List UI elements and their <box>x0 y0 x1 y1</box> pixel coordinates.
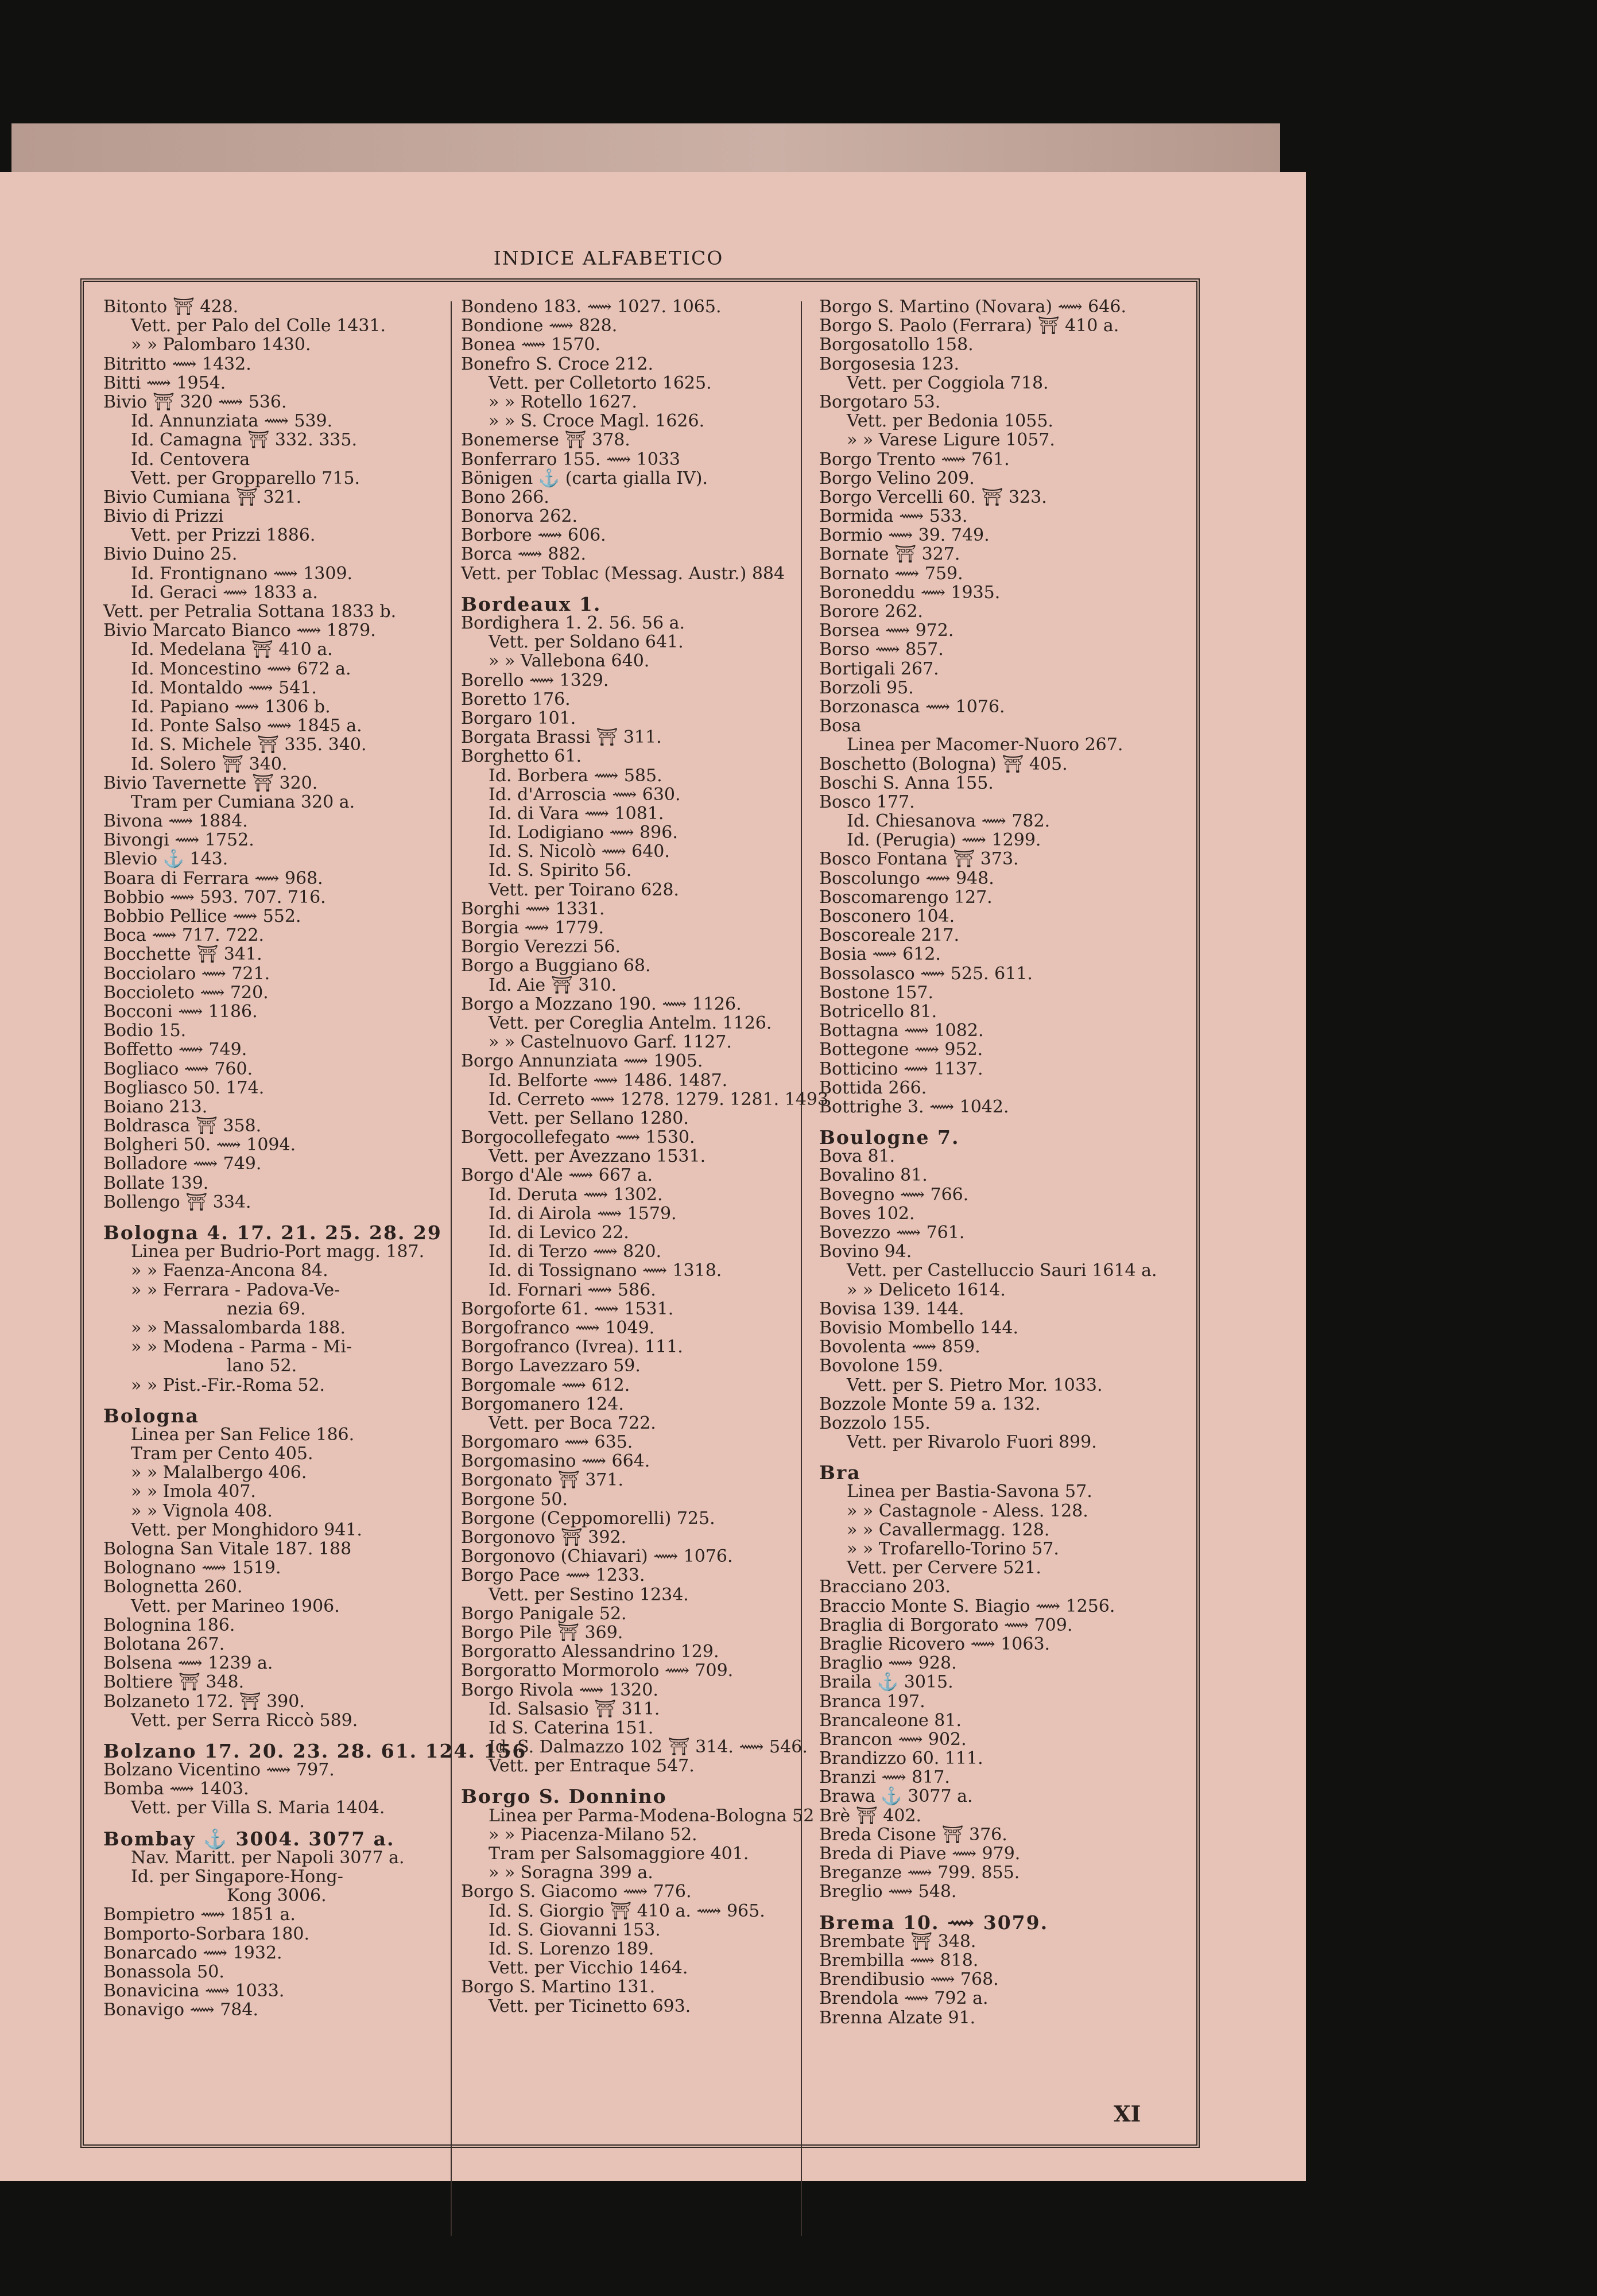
index-entry: Bovolone 159. <box>819 1356 944 1376</box>
index-entry: Bondione ⟿ 828. <box>461 316 618 336</box>
index-entry: Bocciolaro ⟿ 721. <box>103 963 270 984</box>
index-entry: Borgo a Buggiano 68. <box>461 956 651 976</box>
index-entry: Id. Geraci ⟿ 1833 a. <box>131 582 318 603</box>
index-entry: Bivio ⛩ 320 ⟿ 536. <box>103 391 287 412</box>
index-entry: Brembilla ⟿ 818. <box>819 1950 979 1971</box>
index-entry: Vett. per Gropparello 715. <box>131 468 361 488</box>
index-entry: Bornate ⛩ 327. <box>819 544 960 565</box>
index-entry: Id. S. Giovanni 153. <box>489 1919 661 1940</box>
index-entry: Vett. per Toirano 628. <box>489 879 679 900</box>
index-entry: Bovolenta ⟿ 859. <box>819 1337 980 1358</box>
index-entry: Bonefro S. Croce 212. <box>461 354 654 374</box>
index-entry: lano 52. <box>227 1356 297 1376</box>
index-entry: Breda Cisone ⛩ 376. <box>819 1824 1007 1845</box>
index-entry: Vett. per Sestino 1234. <box>489 1584 689 1605</box>
index-entry: Borgosesia 123. <box>819 354 960 374</box>
index-page <box>0 172 1306 2181</box>
index-entry: » » Soragna 399 a. <box>489 1863 653 1883</box>
index-heading: Brema 10. ⟿ 3079. <box>819 1911 1049 1934</box>
index-heading: Bombay ⚓ 3004. 3077 a. <box>103 1827 395 1850</box>
index-entry: Boffetto ⟿ 749. <box>103 1040 247 1060</box>
index-entry: Borore 262. <box>819 602 923 622</box>
index-entry: » » Malalbergo 406. <box>131 1463 307 1483</box>
index-entry: » » Palombaro 1430. <box>131 335 311 355</box>
index-entry: Borsea ⟿ 972. <box>819 620 954 641</box>
index-entry: Braila ⚓ 3015. <box>819 1672 953 1693</box>
index-entry: » » Castelnuovo Garf. 1127. <box>489 1032 732 1053</box>
index-entry: Linea per Budrio-Port magg. 187. <box>131 1242 425 1262</box>
index-entry: Borgonovo (Chiavari) ⟿ 1076. <box>461 1546 733 1567</box>
index-entry: Borgio Verezzi 56. <box>461 937 621 957</box>
index-entry: Id. (Perugia) ⟿ 1299. <box>847 830 1041 851</box>
index-entry: Borghetto 61. <box>461 746 582 767</box>
index-entry: Bocconi ⟿ 1186. <box>103 1001 258 1022</box>
index-entry: Borgo Lavezzaro 59. <box>461 1356 641 1376</box>
index-entry: Bolognano ⟿ 1519. <box>103 1558 281 1578</box>
index-entry: Bonassola 50. <box>103 1961 224 1982</box>
index-entry: Vett. per Colletorto 1625. <box>489 373 712 393</box>
index-entry: Branca 197. <box>819 1691 925 1712</box>
index-entry: Braglie Ricovero ⟿ 1063. <box>819 1634 1051 1654</box>
index-entry: » » Varese Ligure 1057. <box>847 430 1055 451</box>
index-entry: Bottida 266. <box>819 1077 927 1098</box>
index-entry: Borgo Velino 209. <box>819 468 975 488</box>
index-entry: Brancaleone 81. <box>819 1710 962 1731</box>
index-entry: » » Pist.-Fir.-Roma 52. <box>131 1375 325 1395</box>
index-entry: Boschi S. Anna 155. <box>819 773 994 793</box>
index-entry: Borghi ⟿ 1331. <box>461 898 605 919</box>
index-entry: Boltiere ⛩ 348. <box>103 1672 245 1693</box>
index-column-3 <box>819 297 1175 2027</box>
index-entry: Bosa <box>819 716 862 736</box>
index-entry: Bobbio Pellice ⟿ 552. <box>103 906 301 926</box>
index-entry: Nav. Maritt. per Napoli 3077 a. <box>131 1847 405 1868</box>
index-entry: » » Cavallermagg. 128. <box>847 1519 1050 1540</box>
index-entry: Vett. per S. Pietro Mor. 1033. <box>847 1375 1103 1395</box>
index-entry: Boldrasca ⛩ 358. <box>103 1116 262 1137</box>
index-entry: Vett. per Petralia Sottana 1833 b. <box>103 602 397 622</box>
index-entry: Id. di Airola ⟿ 1579. <box>489 1203 677 1224</box>
index-entry: Bova 81. <box>819 1146 896 1167</box>
index-entry: Linea per Parma-Modena-Bologna 52 <box>489 1805 815 1826</box>
index-entry: Borzoli 95. <box>819 677 914 698</box>
index-entry: Borgocollefegato ⟿ 1530. <box>461 1127 695 1148</box>
index-entry: Blevio ⚓ 143. <box>103 849 228 870</box>
index-entry: Bolotana 267. <box>103 1634 225 1654</box>
index-entry: Borgo S. Martino (Novara) ⟿ 646. <box>819 297 1126 317</box>
index-entry: Id. di Tossignano ⟿ 1318. <box>489 1261 722 1281</box>
index-heading: Bolzano 17. 20. 23. 28. 61. 124. 156 <box>103 1739 527 1762</box>
index-entry: Borbore ⟿ 606. <box>461 525 606 546</box>
index-entry: Bolsena ⟿ 1239 a. <box>103 1653 273 1674</box>
index-entry: Bivio Duino 25. <box>103 544 238 565</box>
index-entry: Bottagna ⟿ 1082. <box>819 1021 984 1041</box>
index-entry: Id. per Singapore-Hong- <box>131 1867 343 1887</box>
index-entry: Vett. per Monghidoro 941. <box>131 1519 362 1540</box>
index-entry: Breganze ⟿ 799. 855. <box>819 1863 1020 1883</box>
index-entry: Id. Deruta ⟿ 1302. <box>489 1184 663 1205</box>
index-heading: Bologna 4. 17. 21. 25. 28. 29 <box>103 1221 442 1244</box>
index-entry: Bracciano 203. <box>819 1577 951 1597</box>
index-heading: Borgo S. Donnino <box>461 1785 667 1808</box>
index-entry: Borgosatollo 158. <box>819 335 974 355</box>
index-entry: Borgaro 101. <box>461 708 576 728</box>
index-entry: Vett. per Cervere 521. <box>847 1558 1041 1578</box>
index-entry: » » Deliceto 1614. <box>847 1279 1006 1300</box>
index-entry: Borgo Rivola ⟿ 1320. <box>461 1680 658 1700</box>
page-number: XI <box>1114 2101 1141 2127</box>
index-entry: Borgia ⟿ 1779. <box>461 918 604 938</box>
index-entry: Bondeno 183. ⟿ 1027. 1065. <box>461 297 722 317</box>
index-entry: » » Trofarello-Torino 57. <box>847 1539 1059 1559</box>
index-entry: Borgone 50. <box>461 1489 568 1510</box>
index-entry: Borgo S. Martino 131. <box>461 1977 656 1998</box>
index-entry: Bormida ⟿ 533. <box>819 506 968 527</box>
index-entry: Bocchette ⛩ 341. <box>103 944 262 965</box>
index-entry: Bornato ⟿ 759. <box>819 563 963 584</box>
index-entry: » » Piacenza-Milano 52. <box>489 1824 697 1845</box>
index-entry: Id. Borbera ⟿ 585. <box>489 765 662 786</box>
index-entry: Borgoratto Mormorolo ⟿ 709. <box>461 1661 734 1681</box>
index-entry: Borgo Annunziata ⟿ 1905. <box>461 1051 703 1072</box>
index-entry: Bogliasco 50. 174. <box>103 1077 265 1098</box>
index-entry: Bortigali 267. <box>819 658 939 679</box>
index-entry: Boscomarengo 127. <box>819 887 993 907</box>
index-entry: Brendola ⟿ 792 a. <box>819 1988 989 2009</box>
index-entry: Bitonto ⛩ 428. <box>103 297 239 317</box>
index-entry: Id. Papiano ⟿ 1306 b. <box>131 696 331 717</box>
index-entry: Bomporto-Sorbara 180. <box>103 1923 310 1944</box>
index-entry: Id. Aie ⛩ 310. <box>489 975 617 995</box>
index-entry: Id. Fornari ⟿ 586. <box>489 1279 656 1300</box>
index-entry: Borgone (Ceppomorelli) 725. <box>461 1508 715 1529</box>
index-entry: Bogliaco ⟿ 760. <box>103 1058 253 1079</box>
index-entry: Borgo Vercelli 60. ⛩ 323. <box>819 487 1047 507</box>
index-entry: Id. di Vara ⟿ 1081. <box>489 803 664 824</box>
index-entry: Borgoratto Alessandrino 129. <box>461 1642 719 1662</box>
index-entry: Brenna Alzate 91. <box>819 2007 976 2028</box>
index-entry: Bossolasco ⟿ 525. 611. <box>819 963 1033 984</box>
index-entry: Borgo Panigale 52. <box>461 1603 627 1624</box>
index-entry: Boara di Ferrara ⟿ 968. <box>103 868 323 889</box>
index-entry: Vett. per Vicchio 1464. <box>489 1958 688 1979</box>
index-entry: Boretto 176. <box>461 689 571 709</box>
index-entry: Bobbio ⟿ 593. 707. 716. <box>103 887 326 907</box>
index-entry: Braglia di Borgorato ⟿ 709. <box>819 1615 1073 1635</box>
index-entry: Id. Ponte Salso ⟿ 1845 a. <box>131 716 362 736</box>
index-entry: Bivio di Prizzi <box>103 506 224 527</box>
index-entry: Id. Centovera <box>131 449 250 470</box>
index-entry: Bovino 94. <box>819 1242 912 1262</box>
index-entry: Bivio Tavernette ⛩ 320. <box>103 773 318 793</box>
index-entry: Vett. per Bedonia 1055. <box>847 411 1053 432</box>
index-entry: Bivio Cumiana ⛩ 321. <box>103 487 302 507</box>
index-heading: Boulogne 7. <box>819 1126 960 1149</box>
index-entry: Bostone 157. <box>819 982 934 1003</box>
index-entry: Brawa ⚓ 3077 a. <box>819 1786 973 1807</box>
index-entry: Vett. per Coreglia Antelm. 1126. <box>489 1013 772 1033</box>
index-entry: Borgo S. Giacomo ⟿ 776. <box>461 1882 692 1902</box>
index-entry: Borzonasca ⟿ 1076. <box>819 696 1005 717</box>
index-entry: Borgomaro ⟿ 635. <box>461 1432 633 1453</box>
index-entry: Braccio Monte S. Biagio ⟿ 1256. <box>819 1596 1115 1616</box>
index-entry: » » S. Croce Magl. 1626. <box>489 411 705 432</box>
index-entry: Bitti ⟿ 1954. <box>103 373 226 393</box>
index-entry: Bönigen ⚓ (carta gialla IV). <box>461 468 708 488</box>
index-entry: » » Modena - Parma - Mi- <box>131 1337 352 1358</box>
index-entry: Vett. per Palo del Colle 1431. <box>131 316 386 336</box>
index-entry: Bomba ⟿ 1403. <box>103 1779 249 1799</box>
index-entry: Id. S. Spirito 56. <box>489 860 632 881</box>
index-entry: Brè ⛩ 402. <box>819 1805 922 1826</box>
index-entry: Vett. per Serra Riccò 589. <box>131 1710 358 1731</box>
index-entry: Vett. per Toblac (Messag. Austr.) 884 <box>461 563 785 584</box>
index-entry: » » Ferrara - Padova-Ve- <box>131 1279 340 1300</box>
index-entry: Branzi ⟿ 817. <box>819 1767 950 1788</box>
index-entry: Vett. per Soldano 641. <box>489 632 684 653</box>
index-entry: Bosconero 104. <box>819 906 955 926</box>
index-heading: Bordeaux 1. <box>461 592 602 615</box>
index-entry: Bottrighe 3. ⟿ 1042. <box>819 1096 1009 1117</box>
index-entry: Bosia ⟿ 612. <box>819 944 941 965</box>
index-entry: Bitritto ⟿ 1432. <box>103 354 251 374</box>
index-entry: Vett. per Villa S. Maria 1404. <box>131 1798 385 1818</box>
index-entry: » » Imola 407. <box>131 1481 256 1502</box>
index-entry: Bonavicina ⟿ 1033. <box>103 1981 285 2002</box>
index-entry: Tram per Cento 405. <box>131 1444 313 1464</box>
index-entry: Bodio 15. <box>103 1021 187 1041</box>
index-entry: Id. Solero ⛩ 340. <box>131 754 288 774</box>
index-entry: Borgonovo ⛩ 392. <box>461 1527 627 1548</box>
index-entry: » » Vignola 408. <box>131 1500 273 1521</box>
index-entry: Id. d'Arroscia ⟿ 630. <box>489 784 681 805</box>
index-entry: Id. di Terzo ⟿ 820. <box>489 1242 661 1262</box>
index-entry: Brancon ⟿ 902. <box>819 1729 967 1750</box>
index-entry: Bollengo ⛩ 334. <box>103 1192 251 1212</box>
index-entry: Bormio ⟿ 39. 749. <box>819 525 990 546</box>
index-entry: Bonavigo ⟿ 784. <box>103 2000 258 2020</box>
index-entry: Boroneddu ⟿ 1935. <box>819 582 1001 603</box>
index-entry: Id S. Caterina 151. <box>489 1717 654 1738</box>
index-entry: Bovegno ⟿ 766. <box>819 1184 969 1205</box>
index-entry: Bollate 139. <box>103 1173 209 1193</box>
index-entry: Bivio Marcato Bianco ⟿ 1879. <box>103 620 376 641</box>
index-entry: Borgomanero 124. <box>461 1394 624 1414</box>
index-entry: Boiano 213. <box>103 1096 208 1117</box>
index-heading: Bologna <box>103 1404 199 1427</box>
index-entry: Bozzolo 155. <box>819 1413 931 1433</box>
index-entry: Id. di Levico 22. <box>489 1223 629 1243</box>
index-column-2 <box>461 297 829 2016</box>
index-entry: Boscoreale 217. <box>819 925 960 946</box>
index-entry: Id. Belforte ⟿ 1486. 1487. <box>489 1070 728 1091</box>
index-heading: Bra <box>819 1461 861 1484</box>
index-entry: » » Rotello 1627. <box>489 391 637 412</box>
index-entry: Vett. per Castelluccio Sauri 1614 a. <box>847 1261 1157 1281</box>
index-entry: Vett. per Boca 722. <box>489 1413 656 1433</box>
index-entry: Id. S. Michele ⛩ 335. 340. <box>131 735 367 755</box>
index-entry: Boves 102. <box>819 1203 915 1224</box>
index-entry: Braglio ⟿ 928. <box>819 1653 957 1674</box>
index-entry: Id. S. Giorgio ⛩ 410 a. ⟿ 965. <box>489 1901 765 1921</box>
index-entry: Borgoforte 61. ⟿ 1531. <box>461 1298 674 1319</box>
index-entry: Breda di Piave ⟿ 979. <box>819 1844 1021 1864</box>
index-entry: Bozzole Monte 59 a. 132. <box>819 1394 1041 1414</box>
index-entry: Bolladore ⟿ 749. <box>103 1154 262 1174</box>
entry-gap <box>819 1452 1175 1463</box>
index-entry: Bonemerse ⛩ 378. <box>461 430 630 451</box>
index-entry: Bovisa 139. 144. <box>819 1298 964 1319</box>
index-entry: Borgo d'Ale ⟿ 667 a. <box>461 1165 653 1186</box>
index-entry: Borgomale ⟿ 612. <box>461 1375 630 1395</box>
index-entry: Bono 266. <box>461 487 549 507</box>
index-entry: Bolgheri 50. ⟿ 1094. <box>103 1135 296 1155</box>
index-entry: Tram per Cumiana 320 a. <box>131 792 355 812</box>
index-entry: Borgofranco ⟿ 1049. <box>461 1317 655 1338</box>
index-entry: Borgata Brassi ⛩ 311. <box>461 727 662 748</box>
index-entry: Bovezzo ⟿ 761. <box>819 1223 965 1243</box>
index-entry: Borca ⟿ 882. <box>461 544 587 565</box>
index-entry: Borgomasino ⟿ 664. <box>461 1451 650 1472</box>
index-entry: Brendibusio ⟿ 768. <box>819 1969 999 1990</box>
index-entry: Bolzaneto 172. ⛩ 390. <box>103 1691 305 1712</box>
index-entry: Bonarcado ⟿ 1932. <box>103 1942 282 1963</box>
index-entry: Bosco Fontana ⛩ 373. <box>819 849 1019 870</box>
index-entry: Borello ⟿ 1329. <box>461 670 609 691</box>
index-entry: » » Vallebona 640. <box>489 651 650 672</box>
index-entry: Vett. per Coggiola 718. <box>847 373 1049 393</box>
index-entry: Bompietro ⟿ 1851 a. <box>103 1905 296 1925</box>
index-entry: Bivongi ⟿ 1752. <box>103 830 254 851</box>
index-entry: Bonea ⟿ 1570. <box>461 335 601 355</box>
index-entry: Vett. per Marineo 1906. <box>131 1596 340 1616</box>
index-entry: Boccioleto ⟿ 720. <box>103 982 269 1003</box>
index-entry: nezia 69. <box>227 1298 306 1319</box>
index-entry: Linea per Macomer-Nuoro 267. <box>847 735 1123 755</box>
index-entry: Bolzano Vicentino ⟿ 797. <box>103 1760 335 1781</box>
index-entry: Borgo a Mozzano 190. ⟿ 1126. <box>461 994 742 1014</box>
index-entry: Tram per Salsomaggiore 401. <box>489 1844 749 1864</box>
index-entry: Id. Annunziata ⟿ 539. <box>131 411 333 432</box>
index-entry: Id. Chiesanova ⟿ 782. <box>847 811 1051 832</box>
index-entry: Id. Medelana ⛩ 410 a. <box>131 639 333 660</box>
index-entry: Id. S. Dalmazzo 102 ⛩ 314. ⟿ 546. <box>489 1737 808 1758</box>
index-entry: Id. Montaldo ⟿ 541. <box>131 677 317 698</box>
index-entry: Bonferraro 155. ⟿ 1033 <box>461 449 681 470</box>
index-entry: Vett. per Rivarolo Fuori 899. <box>847 1432 1097 1453</box>
index-entry: Bolognina 186. <box>103 1615 235 1635</box>
index-entry: Borgo Pace ⟿ 1233. <box>461 1565 645 1586</box>
index-entry: Brembate ⛩ 348. <box>819 1931 976 1952</box>
index-entry: Id. Camagna ⛩ 332. 335. <box>131 430 357 451</box>
index-entry: Borgofranco (Ivrea). 111. <box>461 1337 683 1358</box>
index-entry: Id. Moncestino ⟿ 672 a. <box>131 658 351 679</box>
index-entry: Borso ⟿ 857. <box>819 639 944 660</box>
index-entry: Id. Salsasio ⛩ 311. <box>489 1698 660 1719</box>
index-entry: Borgo S. Paolo (Ferrara) ⛩ 410 a. <box>819 316 1119 336</box>
index-entry: Boscolungo ⟿ 948. <box>819 868 994 889</box>
index-entry: Vett. per Ticinetto 693. <box>489 1996 691 2016</box>
index-entry: Bologna San Vitale 187. 188 <box>103 1539 352 1559</box>
index-entry: Kong 3006. <box>227 1886 327 1906</box>
index-entry: Bordighera 1. 2. 56. 56 a. <box>461 613 685 633</box>
index-entry: » » Faenza-Ancona 84. <box>131 1261 328 1281</box>
index-entry: Bivona ⟿ 1884. <box>103 811 248 832</box>
index-entry: Vett. per Prizzi 1886. <box>131 525 316 546</box>
index-entry: Vett. per Avezzano 1531. <box>489 1146 706 1167</box>
index-entry: Borgonato ⛩ 371. <box>461 1470 623 1491</box>
index-entry: Breglio ⟿ 548. <box>819 1882 957 1902</box>
index-entry: Botricello 81. <box>819 1001 937 1022</box>
index-entry: Bovalino 81. <box>819 1165 928 1186</box>
index-entry: Bolognetta 260. <box>103 1577 243 1597</box>
index-entry: » » Massalombarda 188. <box>131 1317 346 1338</box>
index-entry: Vett. per Entraque 547. <box>489 1756 695 1777</box>
index-entry: Borgo Pile ⛩ 369. <box>461 1622 623 1643</box>
index-entry: Brandizzo 60. 111. <box>819 1748 983 1769</box>
index-entry: Botticino ⟿ 1137. <box>819 1058 983 1079</box>
index-entry: Boschetto (Bologna) ⛩ 405. <box>819 754 1068 774</box>
index-entry: » » Castagnole - Aless. 128. <box>847 1500 1088 1521</box>
index-entry: Linea per San Felice 186. <box>131 1424 355 1445</box>
index-entry: Id. S. Nicolò ⟿ 640. <box>489 841 670 862</box>
index-entry: Id. Frontignano ⟿ 1309. <box>131 563 353 584</box>
index-entry: Id. S. Lorenzo 189. <box>489 1938 654 1959</box>
index-entry: Bottegone ⟿ 952. <box>819 1040 983 1060</box>
index-entry: Vett. per Sellano 1280. <box>489 1108 689 1128</box>
index-entry: Bovisio Mombello 144. <box>819 1317 1019 1338</box>
index-entry: Bosco 177. <box>819 792 915 812</box>
index-entry: Id. Lodigiano ⟿ 896. <box>489 823 678 843</box>
index-entry: Linea per Bastia-Savona 57. <box>847 1481 1092 1502</box>
page-header: INDICE ALFABETICO <box>493 247 724 269</box>
index-entry: Borgo Trento ⟿ 761. <box>819 449 1010 470</box>
index-entry: Id. Cerreto ⟿ 1278. 1279. 1281. 1493 <box>489 1089 829 1110</box>
index-entry: Borgotaro 53. <box>819 391 941 412</box>
index-entry: Boca ⟿ 717. 722. <box>103 925 265 946</box>
index-entry: Bonorva 262. <box>461 506 577 527</box>
